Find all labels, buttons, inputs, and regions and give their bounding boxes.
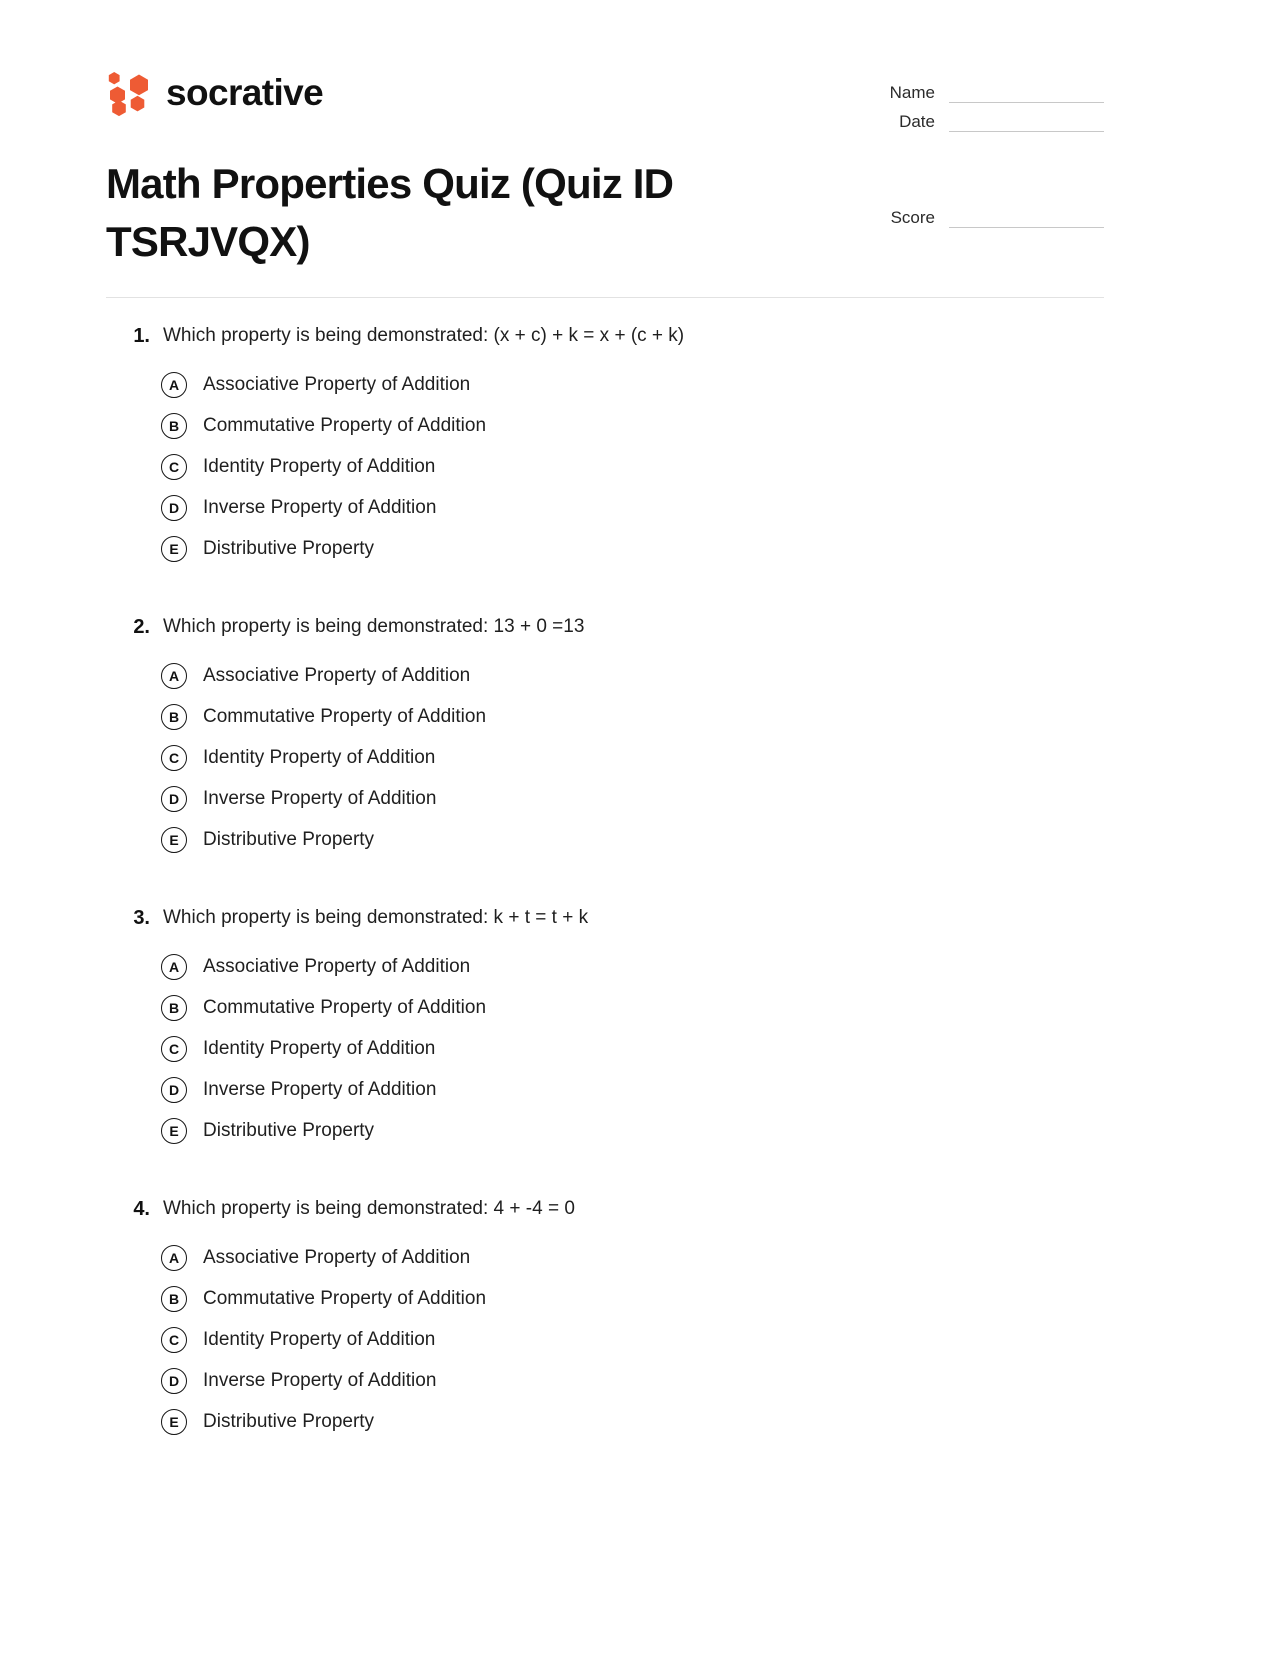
option-bubble-icon[interactable]: E (161, 827, 187, 853)
option-label: Distributive Property (203, 1119, 375, 1141)
option-label: Commutative Property of Addition (203, 996, 487, 1018)
answer-option[interactable] (106, 778, 1104, 819)
answer-option[interactable] (106, 1278, 1104, 1319)
answer-option[interactable] (106, 405, 1104, 446)
question-number: 1. (133, 325, 150, 347)
question-block (106, 1195, 1104, 1442)
score-field-label: Score (890, 208, 935, 227)
date-field-row (864, 103, 1104, 132)
answer-option[interactable] (106, 446, 1104, 487)
answer-option[interactable] (106, 819, 1104, 860)
question-text: Which property is being demonstrated: (x + c) + k = x + (c + k) (163, 325, 685, 346)
option-bubble-icon[interactable]: D (161, 1368, 187, 1394)
option-bubble-icon[interactable]: D (161, 1077, 187, 1103)
option-label: Inverse Property of Addition (203, 787, 437, 809)
question-heading (106, 613, 1104, 641)
option-label: Distributive Property (203, 1410, 375, 1432)
score-field-row (864, 199, 1104, 228)
option-label: Inverse Property of Addition (203, 496, 437, 518)
answer-option[interactable] (106, 946, 1104, 987)
option-label: Commutative Property of Addition (203, 414, 487, 436)
answer-option[interactable] (106, 364, 1104, 405)
date-field-label: Date (899, 112, 935, 131)
answer-option[interactable] (106, 1360, 1104, 1401)
answer-option[interactable] (106, 1401, 1104, 1442)
option-bubble-icon[interactable]: C (161, 1036, 187, 1062)
answer-option[interactable] (106, 1069, 1104, 1110)
option-bubble-icon[interactable]: D (161, 786, 187, 812)
answer-option[interactable] (106, 487, 1104, 528)
answer-option[interactable] (106, 1028, 1104, 1069)
question-block (106, 322, 1104, 569)
option-label: Identity Property of Addition (203, 455, 436, 477)
option-bubble-icon[interactable]: A (161, 372, 187, 398)
question-text: Which property is being demonstrated: k + t = t + k (163, 907, 589, 928)
option-label: Distributive Property (203, 828, 375, 850)
socrative-hexagon-logo-icon (106, 70, 152, 117)
question-heading (106, 1195, 1104, 1223)
option-bubble-icon[interactable]: B (161, 1286, 187, 1312)
brand-name: socrative (166, 72, 324, 113)
option-bubble-icon[interactable]: E (161, 536, 187, 562)
option-label: Commutative Property of Addition (203, 1287, 487, 1309)
question-number: 4. (133, 1198, 150, 1220)
option-bubble-icon[interactable]: A (161, 1245, 187, 1271)
name-field-line[interactable] (949, 82, 1104, 103)
answer-option[interactable] (106, 1110, 1104, 1151)
answer-option[interactable] (106, 737, 1104, 778)
student-info-fields (864, 74, 1104, 228)
option-label: Commutative Property of Addition (203, 705, 487, 727)
question-text: Which property is being demonstrated: 4 + -4 = 0 (163, 1198, 575, 1219)
page-title: Math Properties Quiz (Quiz ID TSRJVQX) (106, 160, 674, 265)
option-bubble-icon[interactable]: A (161, 663, 187, 689)
option-label: Identity Property of Addition (203, 1037, 436, 1059)
option-label: Distributive Property (203, 537, 375, 559)
option-label: Inverse Property of Addition (203, 1078, 437, 1100)
option-label: Inverse Property of Addition (203, 1369, 437, 1391)
option-bubble-icon[interactable]: E (161, 1118, 187, 1144)
name-field-label: Name (889, 83, 935, 102)
option-bubble-icon[interactable]: B (161, 413, 187, 439)
question-heading (106, 904, 1104, 932)
option-bubble-icon[interactable]: D (161, 495, 187, 521)
answer-option[interactable] (106, 987, 1104, 1028)
question-text: Which property is being demonstrated: 13 + 0 =13 (163, 616, 585, 637)
date-field-line[interactable] (949, 111, 1104, 132)
question-number: 2. (133, 616, 150, 638)
question-heading (106, 322, 1104, 350)
option-bubble-icon[interactable]: A (161, 954, 187, 980)
option-bubble-icon[interactable]: B (161, 995, 187, 1021)
brand-logo (106, 70, 323, 117)
score-field-line[interactable] (949, 207, 1104, 228)
option-label: Associative Property of Addition (203, 664, 471, 686)
answer-option[interactable] (106, 655, 1104, 696)
answer-option[interactable] (106, 696, 1104, 737)
question-block (106, 613, 1104, 860)
option-label: Associative Property of Addition (203, 1246, 471, 1268)
option-label: Associative Property of Addition (203, 373, 471, 395)
option-bubble-icon[interactable]: E (161, 1409, 187, 1435)
question-block (106, 904, 1104, 1151)
option-bubble-icon[interactable]: B (161, 704, 187, 730)
question-number: 3. (133, 907, 150, 929)
answer-option[interactable] (106, 1319, 1104, 1360)
option-bubble-icon[interactable]: C (161, 1327, 187, 1353)
option-bubble-icon[interactable]: C (161, 745, 187, 771)
option-bubble-icon[interactable]: C (161, 454, 187, 480)
header-divider (106, 297, 1104, 298)
option-label: Identity Property of Addition (203, 746, 436, 768)
option-label: Associative Property of Addition (203, 955, 471, 977)
option-label: Identity Property of Addition (203, 1328, 436, 1350)
answer-option[interactable] (106, 1237, 1104, 1278)
questions-list (106, 322, 1104, 1486)
answer-option[interactable] (106, 528, 1104, 569)
name-field-row (864, 74, 1104, 103)
